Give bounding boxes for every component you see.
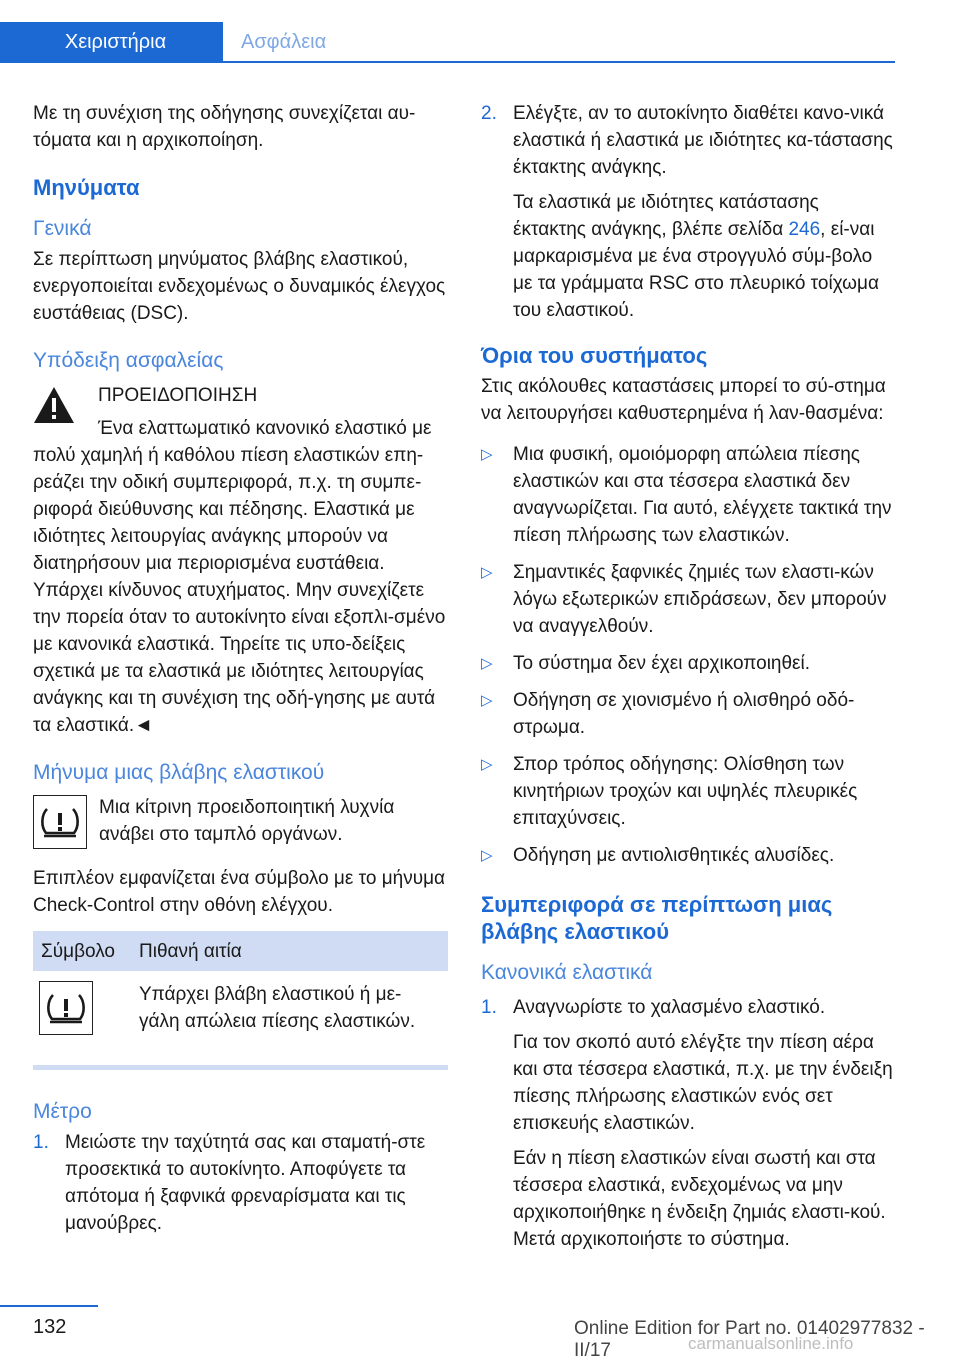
triangle-bullet-icon: ▷: [481, 655, 493, 672]
table-row: [33, 971, 448, 1049]
watermark: carmanualsonline.info: [688, 1334, 854, 1353]
warning-label: ΠΡΟΕΙΔΟΠΟΙΗΣΗ: [98, 385, 258, 406]
step-text: Αναγνωρίστε το χαλασμένο ελαστικό.: [513, 997, 826, 1018]
list-item: ▷ Οδήγηση σε χιονισμένο ή ολισθηρό οδό-στρωμα.: [481, 687, 896, 741]
list-item: ▷ Οδήγηση με αντιολισθητικές αλυσίδες.: [481, 842, 896, 869]
triangle-bullet-icon: ▷: [481, 847, 493, 864]
step-subtext: Τα ελαστικά με ιδιότητες κατάστασης έκτακτης ανάγκης, βλέπε σελίδα 246, εί-ναι μαρκαρισμένα με ένα στρογγυλό σύμ-βολο με τα γράμματα RSC στο πλευρικό τοίχωμα του ελαστικού.: [513, 192, 879, 321]
heading-safety-note: Υπόδειξη ασφαλείας: [33, 349, 224, 372]
limits-list: [481, 441, 896, 869]
heading-measures: Μέτρο: [33, 1100, 92, 1123]
general-text: Σε περίπτωση μηνύματος βλάβης ελαστικού, ενεργοποιείται ενδεχομένως ο δυναμικός έλεγχος ευστάθειας (DSC).: [33, 249, 446, 324]
header-rule: [0, 61, 895, 63]
symbol-table: [33, 931, 448, 1049]
section-tab-safety[interactable]: Ασφάλεια: [241, 30, 327, 53]
list-item: [481, 994, 896, 1253]
warning-lamp-row: [33, 794, 448, 849]
triangle-bullet-icon: ▷: [481, 446, 493, 463]
step-subtext: Εάν η πίεση ελαστικών είναι σωστή και στα τέσσερα ελαστικά, ενδεχομένως να μην αρχικοποιήθηκε η ένδειξη ζημιάς ελαστι-κού. Μετά αρχικοποιήστε το σύστημα.: [513, 1148, 886, 1250]
list-item: ▷ Σπορ τρόπος οδήγησης: Ολίσθηση των κινητήριων τροχών και υψηλές πλευρικές επιταχύνσεις.: [481, 751, 896, 832]
heading-tire-fault-message: Μήνυμα μιας βλάβης ελαστικού: [33, 761, 325, 784]
step-number: 2.: [481, 103, 497, 124]
measures-list-continued: [481, 100, 896, 324]
step-text: Μειώστε την ταχύτητά σας και σταματή-στε προσεκτικά το αυτοκίνητο. Αποφύγετε τα απότομα ή ξαφνικά φρεναρίσματα και τις μανούβρες.: [65, 1132, 426, 1234]
page-link-246[interactable]: 246: [788, 219, 821, 240]
warning-block: [33, 382, 448, 739]
warning-text: Ένα ελαττωματικό κανονικό ελαστικό με πολύ χαμηλή ή καθόλου πίεση ελαστικών επη-ρεάζει την οδική συμπεριφορά, π.χ. τη συμπε-ριφορά διεύθυνσης και πέδησης. Ελαστικά με ιδιότητες λειτουργίας ανάγκης μπορούν να διατηρήσουν μια περιορισμένα ευστάθεια. Υπάρχει κίνδυνος ατυχήματος. Μην συνεχίζετε την πορεία όταν το αυτοκίνητο είναι εξοπλι-σμένο με κανονικά ελαστικά. Τηρείτε τις υπο-δείξεις σχετικά με τα ελαστικά με ιδιότητες λειτουργίας ανάγκης και τη συνέχιση της οδή-γησης με αυτά τα ελαστικά.◄: [33, 418, 446, 736]
measures-list: [33, 1129, 448, 1237]
footer-rule: [0, 1305, 98, 1307]
list-item: ▷ Μια φυσική, ομοιόμορφη απώλεια πίεσης ελαστικών και στα τέσσερα ελαστικά δεν αναγνωρίζεται. Για αυτό, ελέγχετε τακτικά την πίεση πλήρωσης των ελαστικών.: [481, 441, 896, 549]
warning-triangle-icon: [33, 386, 75, 424]
limits-intro: Στις ακόλουθες καταστάσεις μπορεί το σύ-στημα να λειτουργήσει καθυστερημένα ή λαν-θασμένα:: [481, 376, 886, 424]
heading-general: Γενικά: [33, 217, 92, 240]
normal-tires-list: [481, 994, 896, 1253]
intro-text: Με τη συνέχιση της οδήγησης συνεχίζεται αυ-τόματα και η αρχικοποίηση.: [33, 103, 416, 151]
section-tab-controls[interactable]: Χειριστήρια: [0, 22, 223, 62]
triangle-bullet-icon: ▷: [481, 564, 493, 581]
edition-note: Online Edition for Part no. 01402977832 - II/17: [574, 1318, 925, 1361]
step-number: 1.: [481, 997, 497, 1018]
col-cause: Πιθανή αιτία: [131, 931, 448, 971]
lamp-text: Μια κίτρινη προειδοποιητική λυχνία ανάβει στο ταμπλό οργάνων.: [99, 797, 395, 845]
cause-text: Υπάρχει βλάβη ελαστικού ή με-γάλη απώλεια πίεσης ελαστικών.: [139, 984, 416, 1032]
triangle-bullet-icon: ▷: [481, 692, 493, 709]
left-column: [33, 100, 448, 1247]
page-number: 132: [33, 1316, 67, 1338]
list-item: ▷ Σημαντικές ξαφνικές ζημιές των ελαστι-κών λόγω εξωτερικών επιδράσεων, δεν μπορούν να αναγγελθούν.: [481, 559, 896, 640]
page-header: [0, 22, 895, 62]
step-subtext: Για τον σκοπό αυτό ελέγξτε την πίεση αέρα και στα τέσσερα ελαστικά, π.χ. με την ένδειξη πίεσης πλήρωσης ελαστικών ενός σετ επισκευής ελαστικών.: [513, 1032, 893, 1134]
list-item: [33, 1129, 448, 1237]
step-number: 1.: [33, 1132, 49, 1153]
list-item: [481, 100, 896, 324]
heading-normal-tires: Κανονικά ελαστικά: [481, 961, 653, 984]
list-item: ▷ Το σύστημα δεν έχει αρχικοποιηθεί.: [481, 650, 896, 677]
step-text: Ελέγξτε, αν το αυτοκίνητο διαθέτει κανο-νικά ελαστικά ή ελαστικά με ιδιότητες κα-τάστασης έκτακτης ανάγκης.: [513, 103, 893, 178]
triangle-bullet-icon: ▷: [481, 756, 493, 773]
right-column: [481, 100, 896, 1263]
tire-pressure-warning-icon: [39, 981, 93, 1035]
heading-behavior-tire-fault: Συμπεριφορά σε περίπτωση μιας βλάβης ελαστικού: [481, 892, 833, 944]
heading-system-limits: Όρια του συστήματος: [481, 343, 708, 368]
col-symbol: Σύμβολο: [33, 931, 131, 971]
table-bottom-rule: [33, 1065, 448, 1070]
check-control-text: Επιπλέον εμφανίζεται ένα σύμβολο με το μήνυμα Check-Control στην οθόνη ελέγχου.: [33, 868, 446, 916]
tire-pressure-warning-icon: [33, 795, 87, 849]
symbol-table-header: [33, 931, 448, 971]
heading-messages: Μηνύματα: [33, 175, 140, 200]
